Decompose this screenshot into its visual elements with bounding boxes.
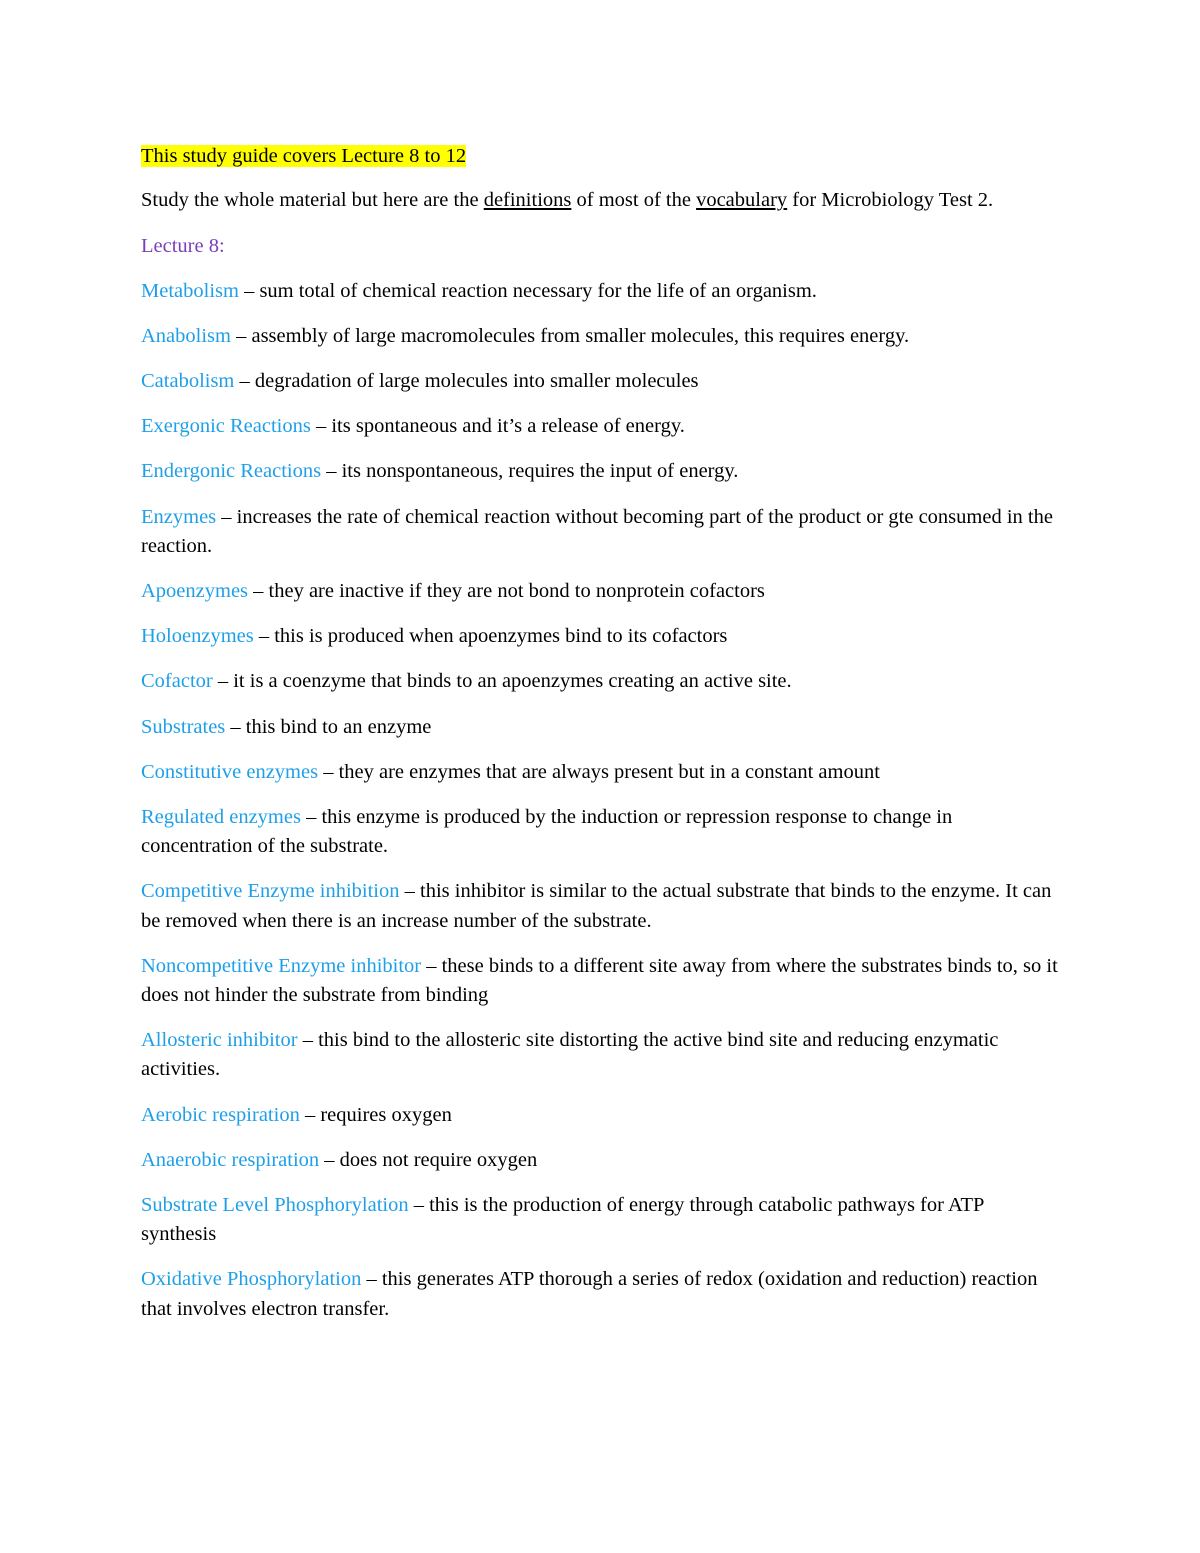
definition-text: – this generates ATP thorough a series of redox (oxidation and reduction) reaction that involves electron transfer. — [141, 1268, 1038, 1320]
definition-entry — [141, 803, 1061, 861]
definition-term: Metabolism — [141, 279, 239, 302]
definition-term: Exergonic Reactions — [141, 415, 311, 438]
definition-text: – its nonspontaneous, requires the input of energy. — [321, 460, 739, 483]
intro-text-3: for Microbiology Test 2. — [787, 189, 994, 211]
definition-term: Enzymes — [141, 505, 217, 528]
definition-term: Regulated enzymes — [141, 805, 301, 828]
definition-entry — [141, 667, 1061, 696]
definition-term: Cofactor — [141, 670, 213, 693]
definition-entry — [141, 503, 1061, 561]
definition-text: – they are inactive if they are not bond to nonprotein cofactors — [248, 579, 765, 602]
definition-entry — [141, 952, 1061, 1010]
definition-term: Oxidative Phosphorylation — [141, 1268, 362, 1291]
definition-term: Competitive Enzyme inhibition — [141, 880, 400, 903]
definition-text: – this is produced when apoenzymes bind to its cofactors — [253, 625, 728, 648]
definition-term: Allosteric inhibitor — [141, 1029, 298, 1052]
definition-term: Endergonic Reactions — [141, 460, 322, 483]
intro-text-1: Study the whole material but here are the — [141, 189, 484, 211]
intro-paragraph — [141, 186, 1061, 216]
definition-list — [141, 277, 1061, 1324]
definition-text: – sum total of chemical reaction necessary for the life of an organism. — [238, 279, 817, 302]
definition-term: Catabolism — [141, 369, 235, 392]
title-line — [141, 142, 1061, 171]
definition-term: Aerobic respiration — [141, 1103, 300, 1126]
definition-entry — [141, 412, 1061, 441]
definition-entry — [141, 367, 1061, 396]
definition-term: Noncompetitive Enzyme inhibitor — [141, 954, 422, 977]
definition-text: – its spontaneous and it’s a release of energy. — [310, 415, 685, 438]
definition-term: Substrates — [141, 715, 226, 738]
definition-entry — [141, 1191, 1061, 1249]
definition-entry — [141, 1265, 1061, 1323]
vocabulary-underline: vocabulary — [696, 189, 788, 211]
definition-entry — [141, 1026, 1061, 1084]
definition-text: – this bind to the allosteric site distorting the active bind site and reducing enzymatic activities. — [141, 1029, 999, 1081]
definition-text: – it is a coenzyme that binds to an apoenzymes creating an active site. — [212, 670, 792, 693]
definition-term: Constitutive enzymes — [141, 760, 319, 783]
definition-text: – this inhibitor is similar to the actual substrate that binds to the enzyme. It can be removed when there is an increase number of the substrate. — [141, 880, 1052, 932]
definition-text: – this is the production of energy through catabolic pathways for ATP synthesis — [141, 1193, 984, 1246]
definition-text: – increases the rate of chemical reaction without becoming part of the product or gte consumed in the reaction. — [141, 505, 1053, 557]
definition-entry — [141, 277, 1061, 306]
definition-entry — [141, 322, 1061, 351]
definition-term: Holoenzymes — [141, 625, 254, 648]
lecture-heading: Lecture 8: — [141, 234, 225, 257]
definition-entry — [141, 577, 1061, 606]
definition-text: – does not require oxygen — [319, 1148, 538, 1171]
definition-term: Apoenzymes — [141, 579, 249, 602]
definition-text: – this enzyme is produced by the induction or repression response to change in concentration of the substrate. — [141, 805, 953, 858]
definition-entry — [141, 1101, 1061, 1130]
definition-text: – requires oxygen — [299, 1103, 452, 1126]
definition-term: Anabolism — [141, 324, 231, 347]
document-page — [141, 142, 1061, 1340]
definition-entry — [141, 713, 1061, 742]
definition-term: Substrate Level Phosphorylation — [141, 1193, 409, 1216]
definition-entry — [141, 622, 1061, 651]
definition-text: – these binds to a different site away from where the substrates binds to, so it does not hinder the substrate from binding — [141, 954, 1058, 1006]
intro-text-2: of most of the — [571, 189, 697, 211]
definition-text: – they are enzymes that are always present but in a constant amount — [318, 760, 880, 783]
highlighted-title: This study guide covers Lecture 8 to 12 — [141, 145, 467, 167]
definition-entry — [141, 457, 1061, 486]
definition-text: – assembly of large macromolecules from smaller molecules, this requires energy. — [230, 324, 910, 347]
definitions-underline: definitions — [483, 189, 572, 211]
definition-entry — [141, 877, 1061, 935]
definition-term: Anaerobic respiration — [141, 1148, 320, 1171]
definition-entry — [141, 1146, 1061, 1175]
definition-text: – this bind to an enzyme — [225, 715, 432, 738]
definition-text: – degradation of large molecules into smaller molecules — [234, 369, 699, 392]
definition-entry — [141, 758, 1061, 787]
